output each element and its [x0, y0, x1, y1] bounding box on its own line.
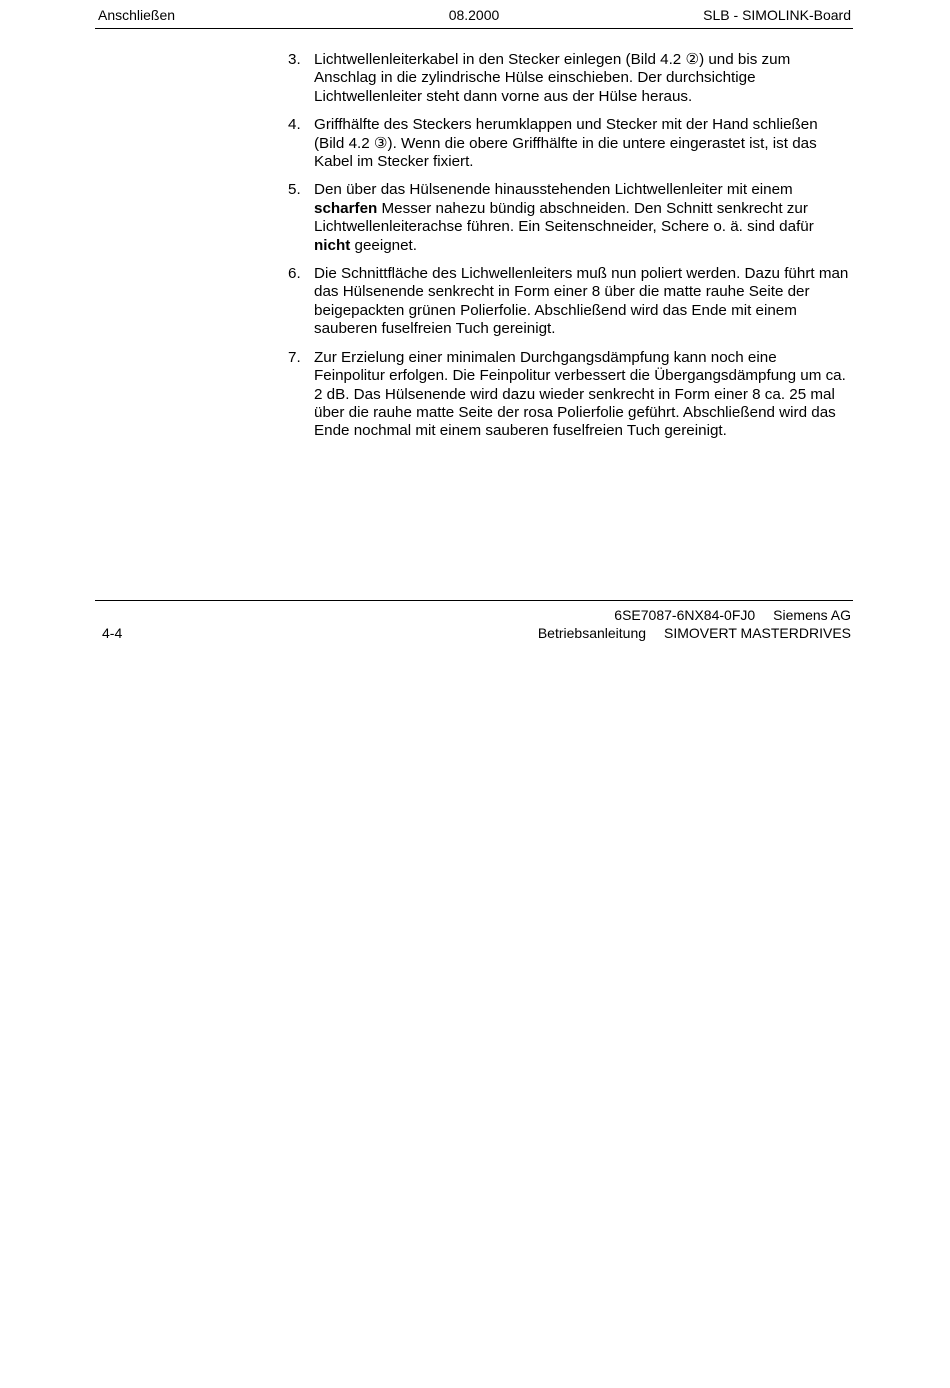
step-text [314, 181, 814, 253]
header-document-title: SLB - SIMOLINK-Board [703, 7, 851, 23]
document-type: Betriebsanleitung [537, 625, 647, 641]
footer-divider [95, 600, 853, 601]
step-text: Griffhälfte des Steckers herumklappen und Stecker mit der Hand schließen (Bild 4.2 ③). Wenn die obere Griffhälfte in die untere eingerastet ist, ist das Kabel im Stecker fixiert. [314, 116, 818, 171]
step-number: 7. [288, 348, 301, 366]
header-date: 08.2000 [448, 7, 500, 23]
order-number: 6SE7087-6NX84-0FJ0 [614, 607, 756, 623]
step-number: 5. [288, 181, 301, 199]
footer-line-2 [538, 624, 851, 642]
step-text-part: Messer nahezu bündig abschneiden. Den Schnitt senkrecht zur Lichtwellenleiterachse führen. Ein Seitenschneider, Schere o. ä. sind dafür [314, 199, 814, 236]
step-number: 4. [288, 116, 301, 134]
footer-line-1 [614, 606, 851, 624]
emphasis-scharfen: scharfen [314, 199, 378, 217]
instruction-steps [288, 51, 850, 451]
product-name: SIMOVERT MASTERDRIVES [664, 625, 851, 641]
step-text: Zur Erzielung einer minimalen Durchgangsdämpfung kann noch eine Feinpolitur erfolgen. Die Feinpolitur verbessert die Übergangsdämpfung um ca. 2 dB. Das Hülsenende wird dazu wieder senkrecht in Form einer 8 ca. 25 mal über die rauhe matte Seite der rosa Polierfolie geführt. Abschließend wird das Ende nochmal mit einem sauberen fuselfreien Tuch gereinigt. [314, 348, 846, 440]
step-item [288, 349, 850, 441]
step-item [288, 116, 850, 171]
step-number: 3. [288, 51, 301, 68]
step-item [288, 265, 850, 339]
step-text: Lichtwellenleiterkabel in den Stecker einlegen (Bild 4.2 ②) und bis zum Anschlag in die zylindrische Hülse einschieben. Der durchsichtige Lichtwellenleiter steht dann vorne aus der Hülse heraus. [314, 51, 791, 105]
step-item [288, 51, 850, 106]
emphasis-nicht: nicht [314, 236, 351, 254]
company-name: Siemens AG [773, 607, 851, 623]
step-text-part: Den über das Hülsenende hinausstehenden Lichtwellenleiter mit einem [314, 181, 793, 199]
step-text: Die Schnittfläche des Lichwellenleiters muß nun poliert werden. Dazu führt man das Hülsenende senkrecht in Form einer 8 über die matte rauhe Seite der beigepackten grünen Polierfolie. Abschließend wird das Ende mit einem sauberen fuselfreien Tuch gereinigt. [314, 265, 849, 338]
page-header [95, 6, 853, 29]
header-section-title: Anschließen [98, 7, 176, 23]
step-text-part: geeignet. [350, 236, 417, 254]
step-item [288, 181, 850, 255]
step-number: 6. [288, 265, 301, 283]
page-number: 4-4 [102, 625, 123, 641]
